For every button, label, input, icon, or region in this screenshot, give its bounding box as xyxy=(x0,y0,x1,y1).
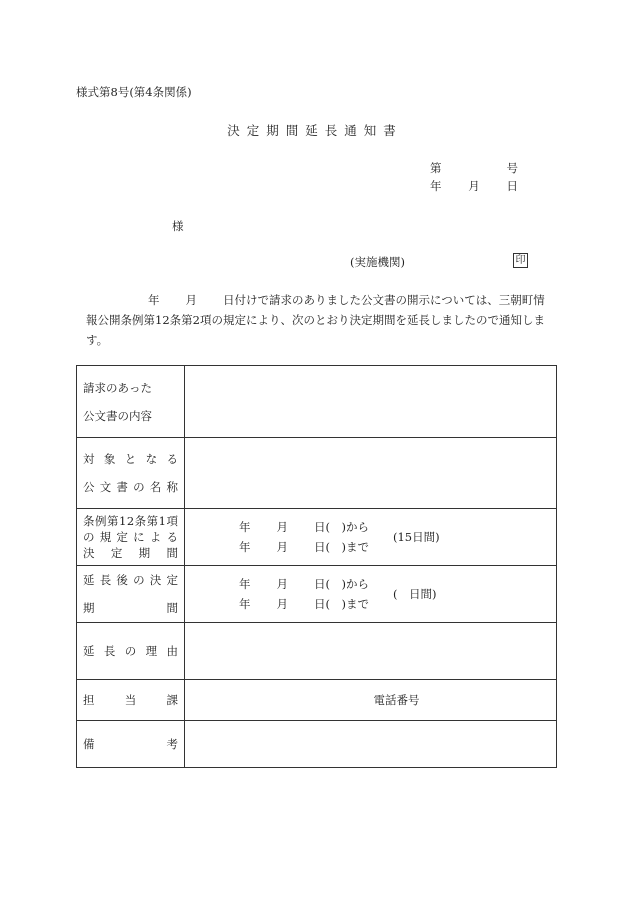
intro-paragraph xyxy=(86,290,556,350)
from-year: 年 xyxy=(239,520,251,534)
from-year: 年 xyxy=(239,577,251,591)
row-remarks xyxy=(77,721,557,768)
period-from xyxy=(185,517,556,537)
to-month: 月 xyxy=(276,540,288,554)
intro-text: 日付けで請求のありました公文書の開示については、三朝町情報公開条例第12条第2項の規定により、次のとおり決定期間を延長しましたので通知します。 xyxy=(86,293,545,347)
document-date xyxy=(430,178,518,194)
row-document-name xyxy=(77,438,557,509)
label-text: 公 文 書 の 名 称 xyxy=(83,480,178,494)
intro-year: 年 xyxy=(148,293,160,307)
document-name-field[interactable] xyxy=(185,438,557,509)
form-number: 様式第8号(第4条関係) xyxy=(76,85,192,99)
phone-label: 電話番号 xyxy=(373,693,420,707)
label-text: 延 長 の 理 由 xyxy=(83,644,178,658)
label-text: 延 長 後 の 決 定 xyxy=(83,573,178,587)
extension-reason-field[interactable] xyxy=(185,623,557,680)
intro-month: 月 xyxy=(185,293,197,307)
label-text: 担 当 課 xyxy=(83,693,178,707)
extended-period-field[interactable] xyxy=(185,566,557,623)
row-extended-period xyxy=(77,566,557,623)
remarks-field[interactable] xyxy=(185,721,557,768)
document-number xyxy=(430,160,518,176)
label-text: 対 象 と な る xyxy=(83,452,178,466)
row-extension-reason xyxy=(77,623,557,680)
original-period-field[interactable] xyxy=(185,509,557,566)
from-day: 日( )から xyxy=(314,577,369,591)
label-line xyxy=(83,374,178,402)
document-title: 決定期間延長通知書 xyxy=(227,123,403,138)
to-month: 月 xyxy=(276,597,288,611)
to-day: 日( )まで xyxy=(314,540,369,554)
extended-duration: ( 日間) xyxy=(393,587,437,601)
request-content-field[interactable] xyxy=(185,366,557,438)
from-month: 月 xyxy=(276,577,288,591)
label-text: 請 求 の あ っ た xyxy=(83,380,152,395)
label-text: 条 例 第 1 2 条 第 1 項 xyxy=(83,514,178,528)
label-text: 決 定 期 間 xyxy=(83,546,178,560)
label-text: 公 文 書 の 内 容 xyxy=(83,408,152,423)
to-day: 日( )まで xyxy=(314,597,369,611)
to-year: 年 xyxy=(239,540,251,554)
period-to xyxy=(185,594,556,614)
recipient: 様 xyxy=(172,219,184,233)
row-request-content xyxy=(77,366,557,438)
label-text: 期 間 xyxy=(83,601,178,615)
doc-date-day: 日 xyxy=(506,179,518,193)
doc-date-year: 年 xyxy=(430,179,442,193)
to-year: 年 xyxy=(239,597,251,611)
from-month: 月 xyxy=(276,520,288,534)
row-original-period xyxy=(77,509,557,566)
label-text: 備 考 xyxy=(83,737,178,751)
info-table xyxy=(76,365,557,768)
period-from xyxy=(185,574,556,594)
label-line xyxy=(83,402,178,430)
row-department xyxy=(77,680,557,721)
original-duration: (15日間) xyxy=(393,530,440,544)
doc-number-prefix: 第 xyxy=(430,161,442,175)
department-field[interactable] xyxy=(185,680,557,721)
label-text: の 規 定 に よ る xyxy=(83,530,178,544)
from-day: 日( )から xyxy=(314,520,369,534)
period-to xyxy=(185,537,556,557)
agency-label: (実施機関) xyxy=(350,255,405,269)
doc-date-month: 月 xyxy=(468,179,480,193)
seal-mark: 印 xyxy=(513,253,528,268)
doc-number-suffix: 号 xyxy=(506,161,518,175)
